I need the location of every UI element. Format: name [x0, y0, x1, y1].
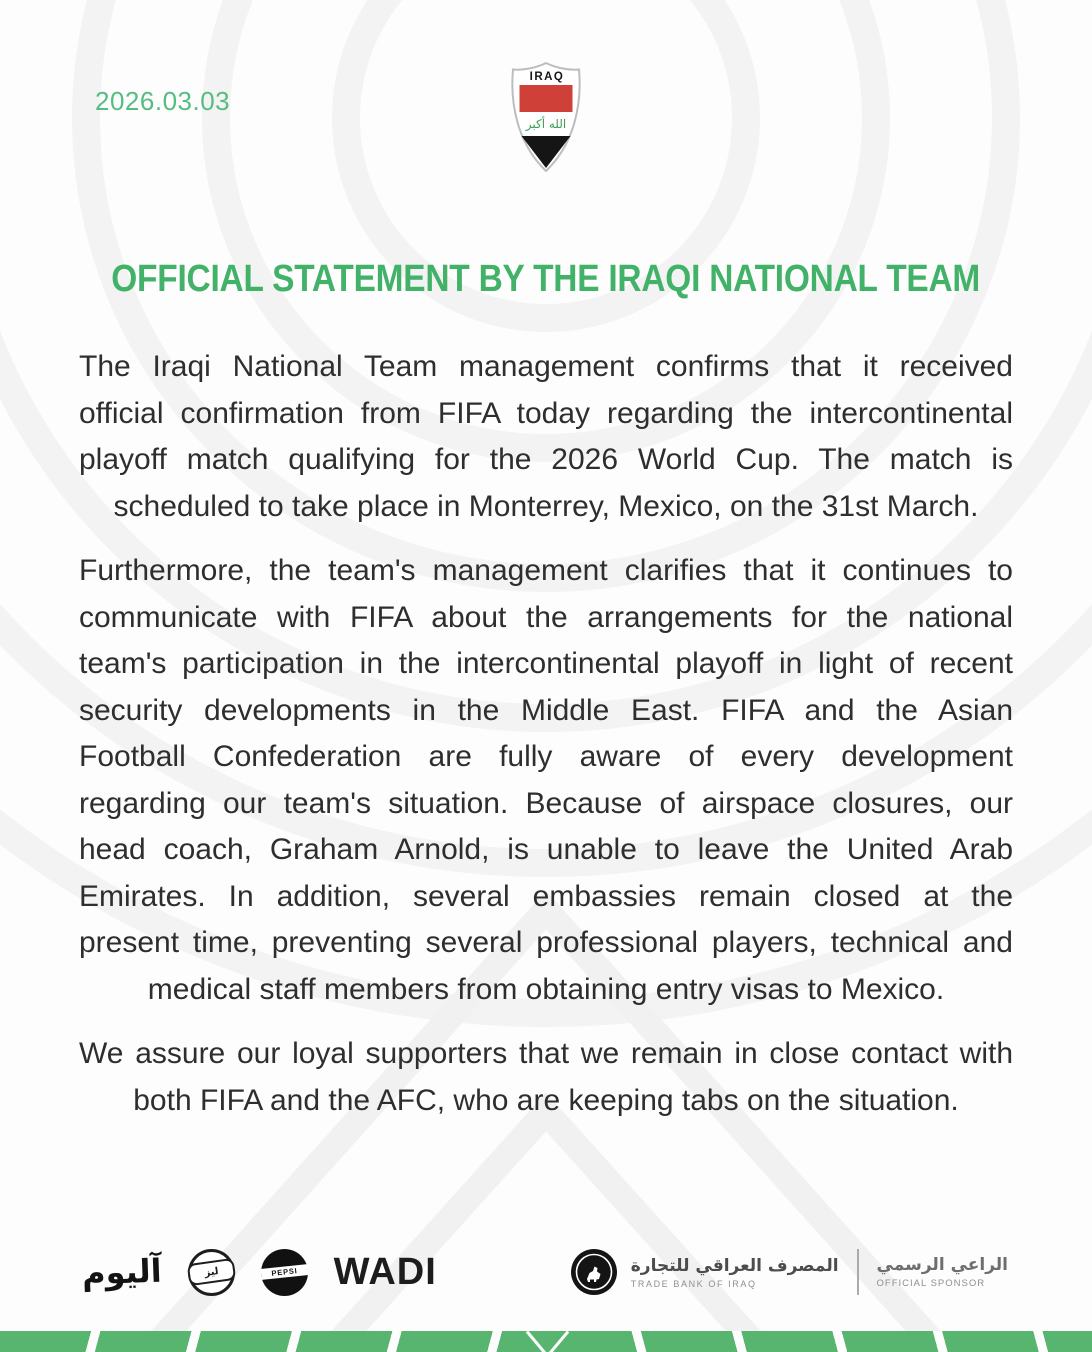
statement-date: 2026.03.03 — [95, 86, 231, 116]
statement-heading — [0, 258, 1092, 301]
statement-line: team's participation in the intercontinental playoff in light of recent — [79, 647, 1013, 680]
crest-country-label: IRAQ — [529, 71, 565, 83]
trade-bank-name-arabic: المصرف العراقي للتجارة — [630, 1255, 839, 1276]
sponsor-footer — [82, 1240, 1008, 1304]
statement-line: security developments in the Middle East. FIFA and the Asian — [79, 693, 1013, 727]
statement-line: communicate with FIFA about the arrangements for the national — [79, 600, 1013, 634]
bottom-green-band — [0, 1331, 1092, 1352]
statement-line: Emirates. In addition, several embassies remain closed at the — [79, 879, 1013, 913]
statement-line: medical staff members from obtaining entry visas to Mexico. — [147, 972, 945, 1006]
statement-line: regarding our team's situation. Because of airspace closures, our — [79, 786, 1013, 820]
lays-logo-banner: ليز — [186, 1258, 236, 1286]
band-stripes-left — [0, 1331, 546, 1352]
crest-takbir-text: الله أكبر — [525, 117, 567, 131]
trade-bank-name-english: TRADE BANK OF IRAQ — [630, 1278, 757, 1289]
statement-line: scheduled to take place in Monterrey, Mexico, on the 31st March. — [113, 489, 979, 523]
alyoum-logo: آليوم — [81, 1251, 163, 1293]
statement-line: Football Confederation are fully aware of every development — [79, 740, 1013, 773]
pepsi-logo-band: PEPSI — [260, 1264, 308, 1280]
statement-paragraph — [79, 1031, 1013, 1124]
statement-line: We assure our loyal supporters that we remain in close contact with — [79, 1037, 1013, 1070]
sponsor-divider — [857, 1249, 859, 1295]
statement-line: The Iraqi National Team management confirms that it received — [79, 350, 1013, 383]
statement-line: both FIFA and the AFC, who are keeping tabs on the situation. — [133, 1083, 959, 1117]
statement-paragraph — [79, 344, 1013, 530]
statement-body — [79, 344, 1013, 1142]
statement-line: Furthermore, the team's management clarifies that it continues to — [79, 554, 1013, 587]
band-stripes-right — [546, 1331, 1092, 1352]
sponsor-logos-row — [82, 1249, 437, 1296]
pepsi-logo — [261, 1249, 308, 1296]
official-sponsor-arabic: الراعي الرسمي — [876, 1255, 1008, 1275]
statement-paragraph — [79, 548, 1013, 1013]
crest-black-chevron — [522, 136, 571, 168]
statement-heading-text: OFFICIAL STATEMENT BY THE IRAQI NATIONAL TEAM — [111, 258, 981, 300]
statement-line: head coach, Graham Arnold, is unable to leave the United Arab — [79, 833, 1013, 866]
lays-logo — [188, 1249, 235, 1296]
official-sponsor-english: OFFICIAL SPONSOR — [876, 1278, 986, 1289]
statement-line: official confirmation from FIFA today regarding the intercontinental — [79, 396, 1013, 430]
wadi-logo: WADI — [333, 1250, 437, 1293]
official-sponsor-block — [570, 1248, 1008, 1296]
trade-bank-of-iraq-logo — [570, 1248, 618, 1296]
official-sponsor-label — [877, 1255, 1008, 1289]
trade-bank-name — [631, 1256, 839, 1289]
crest-red-band — [520, 85, 573, 112]
iraq-crest — [506, 60, 586, 174]
statement-line: present time, preventing several professional players, technical and — [79, 926, 1013, 959]
statement-line: playoff match qualifying for the 2026 World Cup. The match is — [79, 443, 1013, 476]
